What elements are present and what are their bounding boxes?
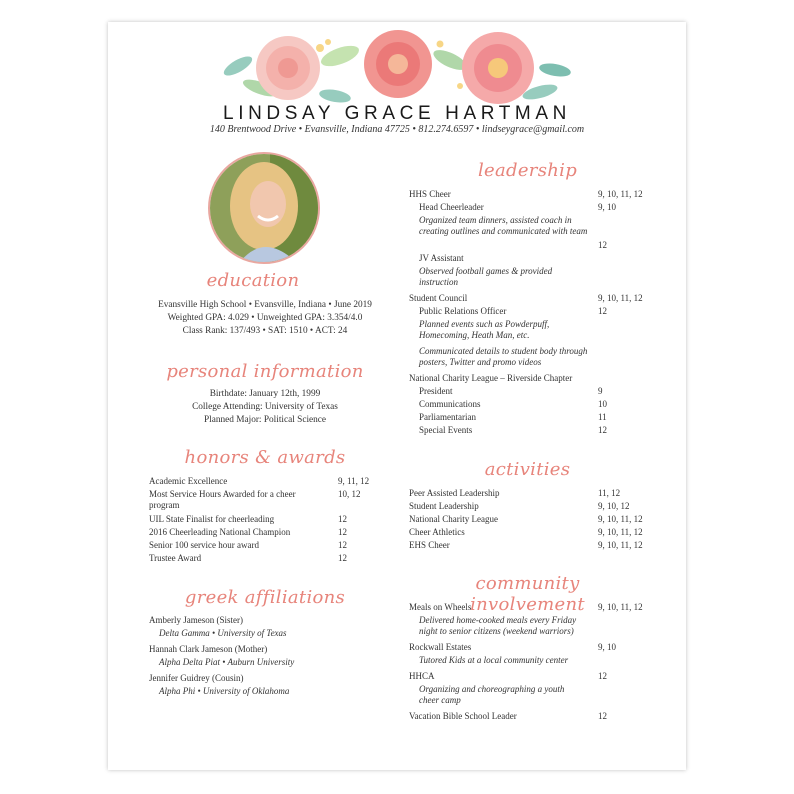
- greek-org: Alpha Phi • University of Oklahoma: [159, 686, 290, 696]
- community-desc: Organizing and choreographing a youth cheer camp: [419, 684, 565, 705]
- leadership-heading: leadership: [477, 160, 578, 181]
- activity-title: Cheer Athletics: [409, 527, 465, 537]
- greek-name: Hannah Clark Jameson (Mother): [149, 644, 268, 654]
- honor-row: Trustee Award 12: [149, 553, 347, 563]
- activity-years: 9, 10, 11, 12: [598, 527, 643, 537]
- education-line-3: Class Rank: 137/493 • SAT: 1510 • ACT: 24: [182, 326, 348, 336]
- community-item: Rockwall Estates: [409, 642, 472, 652]
- leadership-years: 12: [598, 306, 607, 316]
- leadership-years: 9, 10: [598, 202, 616, 212]
- floral-banner-icon: [210, 26, 580, 108]
- leadership-item: National Charity League – Riverside Chapter: [409, 373, 573, 383]
- greek-org: Alpha Delta Piat • Auburn University: [159, 657, 295, 667]
- leadership-role: Parliamentarian: [419, 412, 476, 422]
- greek-org: Delta Gamma • University of Texas: [159, 628, 287, 638]
- leadership-years: 11: [598, 412, 607, 422]
- contact-line: 140 Brentwood Drive • Evansville, Indiana 47725 • 812.274.6597 • lindseygrace@gmail.com: [209, 124, 585, 135]
- community-item: Vacation Bible School Leader: [409, 711, 517, 721]
- greek-name: Jennifer Guidrey (Cousin): [149, 673, 244, 683]
- leadership-desc: Communicated details to student body through posters, Twitter and promo videos: [419, 346, 588, 367]
- education-line-2: Weighted GPA: 4.029 • Unweighted GPA: 3.354/4.0: [167, 313, 363, 323]
- leadership-desc: Planned events such as Powderpuff, Homecoming, Heath Man, etc.: [419, 319, 550, 340]
- community-item: Meals on Wheels: [409, 602, 472, 612]
- resume-name: LINDSAY GRACE HARTMAN: [223, 103, 571, 124]
- leadership-item: HHS Cheer: [409, 189, 451, 199]
- honor-row: UIL State Finalist for cheerleading 12: [149, 514, 347, 524]
- activity-years: 9, 10, 11, 12: [598, 540, 643, 550]
- leadership-role: Special Events: [419, 425, 473, 435]
- community-years: 9, 10: [598, 642, 616, 652]
- college-attending: College Attending: University of Texas: [192, 402, 338, 412]
- leadership-years: 9: [598, 386, 603, 396]
- honor-row: 2016 Cheerleading National Champion 12: [149, 527, 347, 537]
- honor-row: Senior 100 service hour award 12: [149, 540, 347, 550]
- portrait-photo: [208, 152, 320, 264]
- leadership-years: 12: [598, 425, 607, 435]
- honor-row: Academic Excellence 9, 11, 12: [149, 476, 370, 486]
- activity-title: Student Leadership: [409, 501, 479, 511]
- leadership-item: Student Council: [409, 293, 468, 303]
- community-heading: community involvement: [470, 573, 585, 615]
- community-desc: Tutored Kids at a local community center: [419, 655, 569, 665]
- activity-title: EHS Cheer: [409, 540, 450, 550]
- education-heading: education: [206, 270, 300, 291]
- honor-row: Most Service Hours Awarded for a cheer program 10, 12: [149, 489, 361, 510]
- community-item: HHCA: [409, 671, 435, 681]
- activity-years: 11, 12: [598, 488, 621, 498]
- community-years: 12: [598, 671, 607, 681]
- activity-years: 9, 10, 11, 12: [598, 514, 643, 524]
- leadership-role: Public Relations Officer: [419, 306, 507, 316]
- leadership-role: JV Assistant: [419, 253, 464, 263]
- activity-title: National Charity League: [409, 514, 498, 524]
- honors-heading: honors & awards: [184, 447, 346, 468]
- personal-info-heading: personal information: [166, 361, 364, 382]
- planned-major: Planned Major: Political Science: [203, 415, 327, 425]
- activity-years: 9, 10, 12: [598, 501, 630, 511]
- leadership-desc: Observed football games & provided instruction: [419, 266, 553, 287]
- community-years: 12: [598, 711, 607, 721]
- greek-name: Amberly Jameson (Sister): [149, 615, 243, 625]
- community-years: 9, 10, 11, 12: [598, 602, 643, 612]
- community-desc: Delivered home-cooked meals every Friday night to senior citizens (weekend warriors): [419, 615, 577, 636]
- leadership-years: 10: [598, 399, 607, 409]
- activity-title: Peer Assisted Leadership: [409, 488, 500, 498]
- leadership-role: Communications: [419, 399, 481, 409]
- leadership-role: Head Cheerleader: [419, 202, 484, 212]
- leadership-years: 12: [598, 240, 607, 250]
- education-line-1: Evansville High School • Evansville, Indiana • June 2019: [158, 300, 372, 310]
- greek-heading: greek affiliations: [184, 587, 346, 608]
- leadership-desc: Organized team dinners, assisted coach in creating outlines and communicated with team: [419, 215, 588, 236]
- leadership-years: 9, 10, 11, 12: [598, 189, 643, 199]
- leadership-role: President: [419, 386, 453, 396]
- birthdate: Birthdate: January 12th, 1999: [209, 389, 321, 399]
- leadership-years: 9, 10, 11, 12: [598, 293, 643, 303]
- activities-heading: activities: [484, 459, 571, 480]
